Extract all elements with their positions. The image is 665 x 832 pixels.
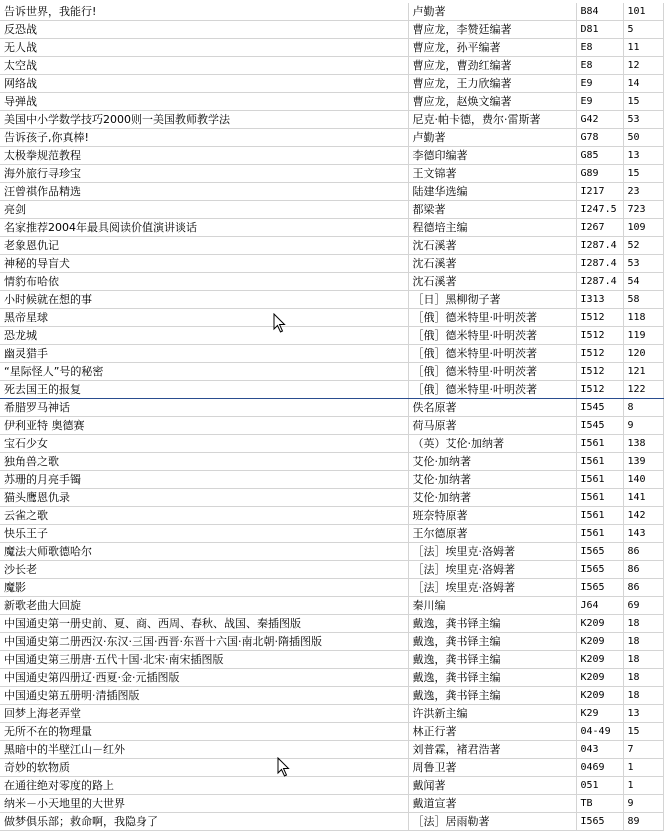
page-count-cell[interactable]: 140 xyxy=(623,471,663,489)
page-count-cell[interactable]: 86 xyxy=(623,543,663,561)
author-cell[interactable]: 沈石溪著 xyxy=(408,237,576,255)
author-cell[interactable]: 艾伦·加纳著 xyxy=(408,453,576,471)
author-cell[interactable]: 李德印编著 xyxy=(408,147,576,165)
page-count-cell[interactable]: 15 xyxy=(623,93,663,111)
table-row[interactable] xyxy=(0,705,663,723)
page-count-cell[interactable]: 52 xyxy=(623,237,663,255)
book-title-cell[interactable]: 苏珊的月亮手镯 xyxy=(0,471,408,489)
author-cell[interactable]: 曹应龙，赵焕文编著 xyxy=(408,93,576,111)
author-cell[interactable]: 艾伦·加纳著 xyxy=(408,489,576,507)
table-row[interactable] xyxy=(0,525,663,543)
table-row[interactable] xyxy=(0,237,663,255)
call-number-cell[interactable]: I545 xyxy=(576,417,623,435)
author-cell[interactable]: 沈石溪著 xyxy=(408,255,576,273)
call-number-cell[interactable]: I512 xyxy=(576,327,623,345)
table-row[interactable] xyxy=(0,345,663,363)
book-title-cell[interactable]: 亮剑 xyxy=(0,201,408,219)
table-row[interactable] xyxy=(0,777,663,795)
table-row[interactable] xyxy=(0,543,663,561)
call-number-cell[interactable]: I267 xyxy=(576,219,623,237)
call-number-cell[interactable]: G89 xyxy=(576,165,623,183)
call-number-cell[interactable]: 043 xyxy=(576,741,623,759)
call-number-cell[interactable]: G42 xyxy=(576,111,623,129)
book-title-cell[interactable]: 快乐王子 xyxy=(0,525,408,543)
book-title-cell[interactable]: 在通往绝对零度的路上 xyxy=(0,777,408,795)
table-row[interactable] xyxy=(0,741,663,759)
book-title-cell[interactable]: 回梦上海老弄堂 xyxy=(0,705,408,723)
author-cell[interactable]: ［法］埃里克·洛姆著 xyxy=(408,543,576,561)
author-cell[interactable]: 王尔德原著 xyxy=(408,525,576,543)
call-number-cell[interactable]: I561 xyxy=(576,453,623,471)
page-count-cell[interactable]: 101 xyxy=(623,3,663,21)
page-count-cell[interactable]: 142 xyxy=(623,507,663,525)
book-title-cell[interactable]: 云雀之歌 xyxy=(0,507,408,525)
table-row[interactable] xyxy=(0,579,663,597)
table-row[interactable] xyxy=(0,57,663,75)
page-count-cell[interactable]: 12 xyxy=(623,57,663,75)
book-title-cell[interactable]: 导弹战 xyxy=(0,93,408,111)
page-count-cell[interactable]: 139 xyxy=(623,453,663,471)
call-number-cell[interactable]: E8 xyxy=(576,57,623,75)
page-count-cell[interactable]: 86 xyxy=(623,579,663,597)
table-row[interactable] xyxy=(0,561,663,579)
book-title-cell[interactable]: 告诉孩子,你真棒! xyxy=(0,129,408,147)
table-row[interactable] xyxy=(0,597,663,615)
page-count-cell[interactable]: 23 xyxy=(623,183,663,201)
page-count-cell[interactable]: 14 xyxy=(623,75,663,93)
call-number-cell[interactable]: J64 xyxy=(576,597,623,615)
author-cell[interactable]: （英）艾伦·加纳著 xyxy=(408,435,576,453)
page-count-cell[interactable]: 13 xyxy=(623,147,663,165)
page-count-cell[interactable]: 18 xyxy=(623,651,663,669)
call-number-cell[interactable]: I287.4 xyxy=(576,273,623,291)
author-cell[interactable]: 戴逸，龚书铎主编 xyxy=(408,615,576,633)
book-title-cell[interactable]: 中国通史第四册辽·西夏·金·元插图版 xyxy=(0,669,408,687)
call-number-cell[interactable]: I217 xyxy=(576,183,623,201)
book-title-cell[interactable]: 中国通史第二册西汉·东汉·三国·西晋·东晋十六国·南北朝·隋插图版 xyxy=(0,633,408,651)
page-count-cell[interactable]: 69 xyxy=(623,597,663,615)
table-row[interactable] xyxy=(0,633,663,651)
book-title-cell[interactable]: 独角兽之歌 xyxy=(0,453,408,471)
author-cell[interactable]: 周鲁卫著 xyxy=(408,759,576,777)
page-count-cell[interactable]: 5 xyxy=(623,21,663,39)
page-count-cell[interactable]: 7 xyxy=(623,741,663,759)
table-row[interactable] xyxy=(0,471,663,489)
call-number-cell[interactable]: E9 xyxy=(576,75,623,93)
page-count-cell[interactable]: 121 xyxy=(623,363,663,381)
book-title-cell[interactable]: 中国通史第五册明·清插图版 xyxy=(0,687,408,705)
author-cell[interactable]: ［法］居雨勒著 xyxy=(408,813,576,831)
author-cell[interactable]: ［俄］德米特里·叶明茨著 xyxy=(408,381,576,399)
book-title-cell[interactable]: 太空战 xyxy=(0,57,408,75)
call-number-cell[interactable]: I512 xyxy=(576,345,623,363)
book-title-cell[interactable]: 新歌老曲大回旋 xyxy=(0,597,408,615)
author-cell[interactable]: 佚名原著 xyxy=(408,399,576,417)
table-row[interactable] xyxy=(0,129,663,147)
author-cell[interactable]: ［俄］德米特里·叶明茨著 xyxy=(408,345,576,363)
book-title-cell[interactable]: 无所不在的物理量 xyxy=(0,723,408,741)
page-count-cell[interactable]: 58 xyxy=(623,291,663,309)
table-row[interactable] xyxy=(0,453,663,471)
call-number-cell[interactable]: 0469 xyxy=(576,759,623,777)
call-number-cell[interactable]: I313 xyxy=(576,291,623,309)
call-number-cell[interactable]: I512 xyxy=(576,381,623,399)
table-row[interactable] xyxy=(0,615,663,633)
call-number-cell[interactable]: K209 xyxy=(576,633,623,651)
book-title-cell[interactable]: 老象恩仇记 xyxy=(0,237,408,255)
page-count-cell[interactable]: 118 xyxy=(623,309,663,327)
page-count-cell[interactable]: 119 xyxy=(623,327,663,345)
table-row[interactable] xyxy=(0,363,663,381)
author-cell[interactable]: 沈石溪著 xyxy=(408,273,576,291)
call-number-cell[interactable]: 051 xyxy=(576,777,623,795)
author-cell[interactable]: 戴逸，龚书铎主编 xyxy=(408,651,576,669)
author-cell[interactable]: 陆建华选编 xyxy=(408,183,576,201)
page-count-cell[interactable]: 15 xyxy=(623,165,663,183)
call-number-cell[interactable]: K209 xyxy=(576,669,623,687)
table-row[interactable] xyxy=(0,381,663,399)
page-count-cell[interactable]: 86 xyxy=(623,561,663,579)
page-count-cell[interactable]: 9 xyxy=(623,795,663,813)
page-count-cell[interactable]: 53 xyxy=(623,255,663,273)
table-row[interactable] xyxy=(0,39,663,57)
table-row[interactable] xyxy=(0,687,663,705)
author-cell[interactable]: 尼克·帕卡德，费尔·雷斯著 xyxy=(408,111,576,129)
book-title-cell[interactable]: 汪曾祺作品精选 xyxy=(0,183,408,201)
page-count-cell[interactable]: 1 xyxy=(623,777,663,795)
page-count-cell[interactable]: 15 xyxy=(623,723,663,741)
table-row[interactable] xyxy=(0,435,663,453)
page-count-cell[interactable]: 8 xyxy=(623,399,663,417)
call-number-cell[interactable]: I561 xyxy=(576,471,623,489)
book-title-cell[interactable]: 中国通史第一册史前、夏、商、西周、春秋、战国、秦插图版 xyxy=(0,615,408,633)
spreadsheet-table xyxy=(0,3,664,831)
call-number-cell[interactable]: I565 xyxy=(576,561,623,579)
page-count-cell[interactable]: 141 xyxy=(623,489,663,507)
author-cell[interactable]: 卢勤著 xyxy=(408,3,576,21)
book-title-cell[interactable]: 魔法大师歌德哈尔 xyxy=(0,543,408,561)
call-number-cell[interactable]: I565 xyxy=(576,579,623,597)
book-title-cell[interactable]: 幽灵猎手 xyxy=(0,345,408,363)
page-count-cell[interactable]: 109 xyxy=(623,219,663,237)
author-cell[interactable]: 艾伦·加纳著 xyxy=(408,471,576,489)
author-cell[interactable]: 班奈特原著 xyxy=(408,507,576,525)
author-cell[interactable]: ［日］黑柳彻子著 xyxy=(408,291,576,309)
book-title-cell[interactable]: 恐龙城 xyxy=(0,327,408,345)
page-count-cell[interactable]: 53 xyxy=(623,111,663,129)
page-count-cell[interactable]: 138 xyxy=(623,435,663,453)
book-title-cell[interactable]: 做梦俱乐部；救命啊，我隐身了 xyxy=(0,813,408,831)
author-cell[interactable]: 戴逸，龚书铎主编 xyxy=(408,687,576,705)
table-row[interactable] xyxy=(0,795,663,813)
author-cell[interactable]: 戴逸，龚书铎主编 xyxy=(408,633,576,651)
spreadsheet-body xyxy=(0,3,663,831)
book-title-cell[interactable]: 伊利亚特 奥德赛 xyxy=(0,417,408,435)
call-number-cell[interactable]: I247.5 xyxy=(576,201,623,219)
table-row[interactable] xyxy=(0,273,663,291)
book-title-cell[interactable]: 小时候就在想的事 xyxy=(0,291,408,309)
call-number-cell[interactable]: K29 xyxy=(576,705,623,723)
book-title-cell[interactable]: 猫头鹰恩仇录 xyxy=(0,489,408,507)
table-row[interactable] xyxy=(0,75,663,93)
book-title-cell[interactable]: 无人战 xyxy=(0,39,408,57)
table-row[interactable] xyxy=(0,21,663,39)
call-number-cell[interactable]: E8 xyxy=(576,39,623,57)
book-title-cell[interactable]: 黑帝星球 xyxy=(0,309,408,327)
page-count-cell[interactable]: 54 xyxy=(623,273,663,291)
author-cell[interactable]: 卢勤著 xyxy=(408,129,576,147)
book-title-cell[interactable]: 死去国王的报复 xyxy=(0,381,408,399)
page-count-cell[interactable]: 18 xyxy=(623,669,663,687)
author-cell[interactable]: ［法］埃里克·洛姆著 xyxy=(408,579,576,597)
call-number-cell[interactable]: I561 xyxy=(576,489,623,507)
table-row[interactable] xyxy=(0,813,663,831)
book-title-cell[interactable]: 海外旅行寻珍宝 xyxy=(0,165,408,183)
book-title-cell[interactable]: 中国通史第三册唐·五代十国·北宋·南宋插图版 xyxy=(0,651,408,669)
page-count-cell[interactable]: 18 xyxy=(623,633,663,651)
page-count-cell[interactable]: 1 xyxy=(623,759,663,777)
author-cell[interactable]: 刘普霖，褚君浩著 xyxy=(408,741,576,759)
book-title-cell[interactable]: 情豹布哈依 xyxy=(0,273,408,291)
table-row[interactable] xyxy=(0,399,663,417)
call-number-cell[interactable]: B84 xyxy=(576,3,623,21)
table-row[interactable] xyxy=(0,93,663,111)
author-cell[interactable]: 许洪新主编 xyxy=(408,705,576,723)
mouse-pointer-icon xyxy=(273,313,287,333)
author-cell[interactable]: ［法］埃里克·洛姆著 xyxy=(408,561,576,579)
page-count-cell[interactable]: 18 xyxy=(623,615,663,633)
page-count-cell[interactable]: 18 xyxy=(623,687,663,705)
book-title-cell[interactable]: 魔影 xyxy=(0,579,408,597)
table-row[interactable] xyxy=(0,255,663,273)
call-number-cell[interactable]: K209 xyxy=(576,651,623,669)
mouse-pointer-icon xyxy=(277,757,291,777)
call-number-cell[interactable]: I565 xyxy=(576,543,623,561)
table-row[interactable] xyxy=(0,327,663,345)
book-title-cell[interactable]: 沙长老 xyxy=(0,561,408,579)
author-cell[interactable]: 戴道宣著 xyxy=(408,795,576,813)
page-count-cell[interactable]: 120 xyxy=(623,345,663,363)
call-number-cell[interactable]: K209 xyxy=(576,687,623,705)
book-title-cell[interactable]: 反恐战 xyxy=(0,21,408,39)
book-title-cell[interactable]: 太极拳规范教程 xyxy=(0,147,408,165)
call-number-cell[interactable]: I512 xyxy=(576,363,623,381)
table-row[interactable] xyxy=(0,3,663,21)
table-row[interactable] xyxy=(0,183,663,201)
page-count-cell[interactable]: 9 xyxy=(623,417,663,435)
table-row[interactable] xyxy=(0,201,663,219)
author-cell[interactable]: 戴逸，龚书铎主编 xyxy=(408,669,576,687)
table-row[interactable] xyxy=(0,489,663,507)
book-title-cell[interactable]: 美国中小学数学技巧2000则一美国教师教学法 xyxy=(0,111,408,129)
author-cell[interactable]: 荷马原著 xyxy=(408,417,576,435)
author-cell[interactable]: 曹应龙，李赞廷编著 xyxy=(408,21,576,39)
book-title-cell[interactable]: “星际怪人”号的秘密 xyxy=(0,363,408,381)
author-cell[interactable]: 林正行著 xyxy=(408,723,576,741)
call-number-cell[interactable]: K209 xyxy=(576,615,623,633)
author-cell[interactable]: ［俄］德米特里·叶明茨著 xyxy=(408,327,576,345)
author-cell[interactable]: 曹应龙，王力欣编著 xyxy=(408,75,576,93)
table-row[interactable] xyxy=(0,651,663,669)
author-cell[interactable]: 王文锦著 xyxy=(408,165,576,183)
author-cell[interactable]: ［俄］德米特里·叶明茨著 xyxy=(408,363,576,381)
table-row[interactable] xyxy=(0,723,663,741)
call-number-cell[interactable]: I561 xyxy=(576,525,623,543)
author-cell[interactable]: ［俄］德米特里·叶明茨著 xyxy=(408,309,576,327)
book-title-cell[interactable]: 黑暗中的半壁江山－红外 xyxy=(0,741,408,759)
call-number-cell[interactable]: TB xyxy=(576,795,623,813)
book-title-cell[interactable]: 希腊罗马神话 xyxy=(0,399,408,417)
page-count-cell[interactable]: 13 xyxy=(623,705,663,723)
book-title-cell[interactable]: 奇妙的软物质 xyxy=(0,759,408,777)
call-number-cell[interactable]: 04-49 xyxy=(576,723,623,741)
call-number-cell[interactable]: I561 xyxy=(576,435,623,453)
table-row[interactable] xyxy=(0,291,663,309)
call-number-cell[interactable]: I565 xyxy=(576,813,623,831)
call-number-cell[interactable]: I287.4 xyxy=(576,237,623,255)
author-cell[interactable]: 程德培主编 xyxy=(408,219,576,237)
book-title-cell[interactable]: 名家推荐2004年最具阅读价值演讲谈话 xyxy=(0,219,408,237)
author-cell[interactable]: 都梁著 xyxy=(408,201,576,219)
table-row[interactable] xyxy=(0,147,663,165)
table-row[interactable] xyxy=(0,165,663,183)
call-number-cell[interactable]: I561 xyxy=(576,507,623,525)
book-title-cell[interactable]: 纳米－小天地里的大世界 xyxy=(0,795,408,813)
page-count-cell[interactable]: 122 xyxy=(623,381,663,399)
author-cell[interactable]: 秦川编 xyxy=(408,597,576,615)
call-number-cell[interactable]: G78 xyxy=(576,129,623,147)
page-count-cell[interactable]: 89 xyxy=(623,813,663,831)
book-title-cell[interactable]: 网络战 xyxy=(0,75,408,93)
page-count-cell[interactable]: 143 xyxy=(623,525,663,543)
page-count-cell[interactable]: 11 xyxy=(623,39,663,57)
table-row[interactable] xyxy=(0,759,663,777)
table-row[interactable] xyxy=(0,417,663,435)
table-row[interactable] xyxy=(0,219,663,237)
call-number-cell[interactable]: D81 xyxy=(576,21,623,39)
call-number-cell[interactable]: E9 xyxy=(576,93,623,111)
call-number-cell[interactable]: I512 xyxy=(576,309,623,327)
author-cell[interactable]: 曹应龙，孙平编著 xyxy=(408,39,576,57)
call-number-cell[interactable]: G85 xyxy=(576,147,623,165)
table-row[interactable] xyxy=(0,669,663,687)
call-number-cell[interactable]: I545 xyxy=(576,399,623,417)
call-number-cell[interactable]: I287.4 xyxy=(576,255,623,273)
page-count-cell[interactable]: 723 xyxy=(623,201,663,219)
book-title-cell[interactable]: 告诉世界，我能行! xyxy=(0,3,408,21)
page-count-cell[interactable]: 50 xyxy=(623,129,663,147)
table-row[interactable] xyxy=(0,507,663,525)
table-row[interactable] xyxy=(0,309,663,327)
author-cell[interactable]: 戴闻著 xyxy=(408,777,576,795)
author-cell[interactable]: 曹应龙，曹劲红编著 xyxy=(408,57,576,75)
book-title-cell[interactable]: 宝石少女 xyxy=(0,435,408,453)
table-row[interactable] xyxy=(0,111,663,129)
book-title-cell[interactable]: 神秘的导盲犬 xyxy=(0,255,408,273)
